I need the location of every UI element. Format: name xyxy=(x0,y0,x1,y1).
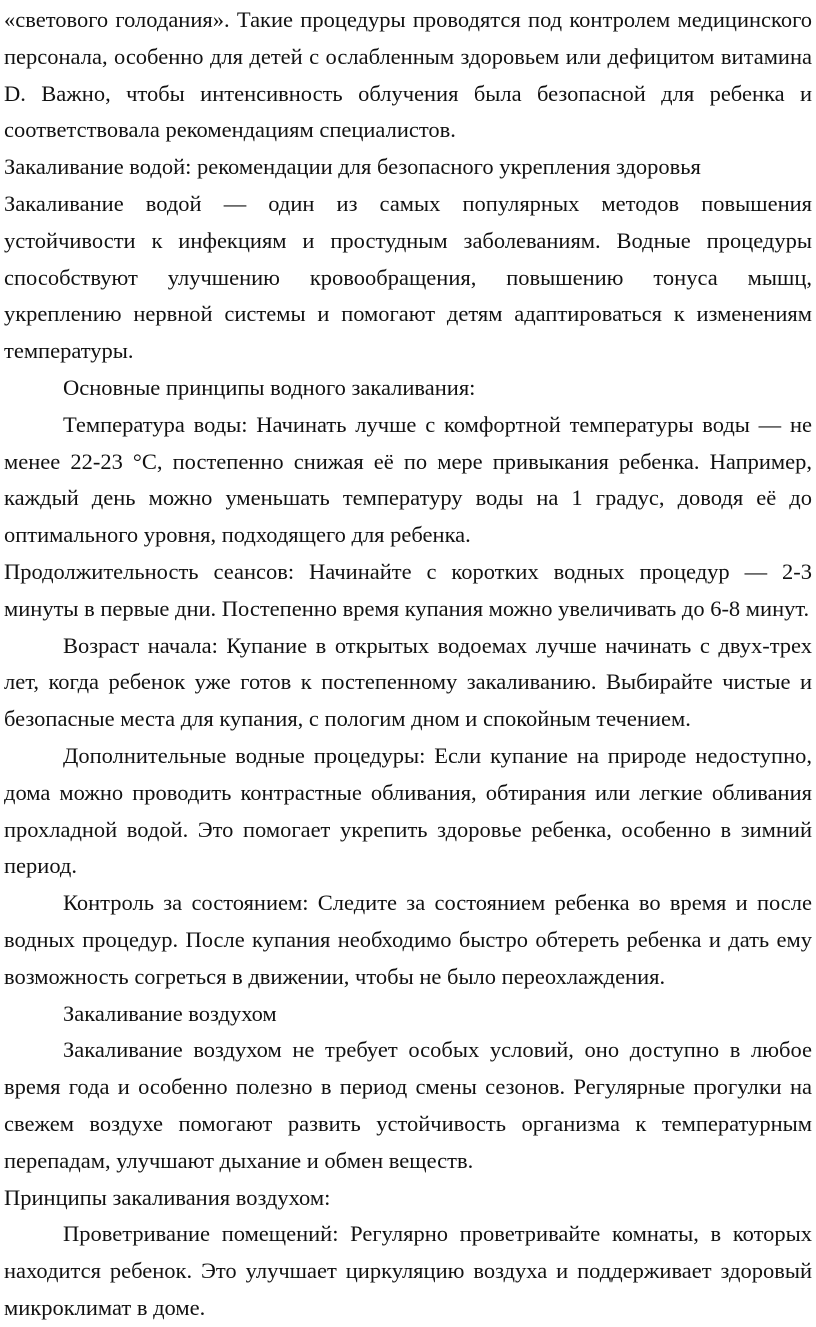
paragraph-water-principles-heading: Основные принципы водного закаливания: xyxy=(63,374,476,400)
section-heading-air-hardening: Закаливание воздухом xyxy=(63,1000,277,1026)
paragraph-air-principles-heading: Принципы закаливания воздухом: xyxy=(4,1184,331,1210)
paragraph-air-hardening-overview: Закаливание воздухом не требует особых условий, оно доступно в любое время года и особенно полезно в период смены сезонов. Регулярные прогулки на свежем воздухе помогают развить устойчивость организма к температурным перепадам, улучшают дыхание и обмен веществ. xyxy=(4,1037,812,1173)
section-heading-water-hardening: Закаливание водой: рекомендации для безопасного укрепления здоровья xyxy=(4,154,701,180)
paragraph-intro-continuation: «светового голодания». Такие процедуры проводятся под контролем медицинского персонала, особенно для детей с ослабленным здоровьем или дефицитом витамина D. Важно, чтобы интенсивность облучения была безопасной для ребенка и соответствовала рекомендациям специалистов. xyxy=(4,7,812,143)
paragraph-session-duration: Продолжительность сеансов: Начинайте с коротких водных процедур — 2-3 минуты в первые дни. Постепенно время купания можно увеличивать до 6-8 минут. xyxy=(4,558,812,621)
paragraph-condition-control: Контроль за состоянием: Следите за состоянием ребенка во время и после водных процедур. После купания необходимо быстро обтереть ребенка и дать ему возможность согреться в движении, чтобы не было переохлаждения. xyxy=(4,890,812,989)
paragraph-water-hardening-overview: Закаливание водой — один из самых популярных методов повышения устойчивости к инфекциям и простудным заболеваниям. Водные процедуры способствуют улучшению кровообращения, повышению тонуса мышц, укреплению нервной системы и помогают детям адаптироваться к изменениям температуры. xyxy=(4,190,812,364)
paragraph-additional-procedures: Дополнительные водные процедуры: Если купание на природе недоступно, дома можно проводить контрастные обливания, обтирания или легкие обливания прохладной водой. Это помогает укрепить здоровье ребенка, особенно в зимний период. xyxy=(4,742,812,879)
paragraph-room-ventilation: Проветривание помещений: Регулярно проветривайте комнаты, в которых находится ребенок. Это улучшает циркуляцию воздуха и поддерживает здоровый микроклимат в доме. xyxy=(4,1221,812,1320)
paragraph-water-temperature: Температура воды: Начинать лучше с комфортной температуры воды — не менее 22-23 °С, постепенно снижая её по мере привыкания ребенка. Например, каждый день можно уменьшать температуру воды на 1 градус, доводя её до оптимального уровня, подходящего для ребенка. xyxy=(4,411,812,548)
paragraph-starting-age: Возраст начала: Купание в открытых водоемах лучше начинать с двух-трех лет, когда ребенок уже готов к постепенному закаливанию. Выбирайте чистые и безопасные места для купания, с пологим дном и спокойным течением. xyxy=(4,632,812,732)
